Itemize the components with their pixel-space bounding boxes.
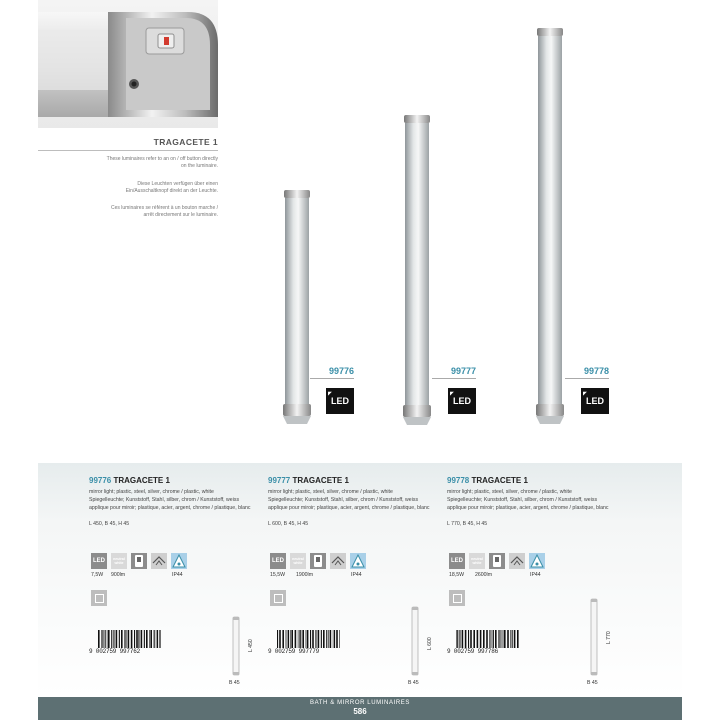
- lumen-value: 900lm: [111, 572, 126, 578]
- power-value: 15,5W: [270, 572, 285, 578]
- barcode-bar: [113, 630, 114, 648]
- barcode-bar: [318, 630, 320, 648]
- power-value: 7,5W: [91, 572, 104, 578]
- divider: [432, 378, 476, 379]
- protection-class-icon: [449, 590, 465, 606]
- ip-value: IP44: [351, 572, 362, 578]
- barcode-bar: [483, 630, 485, 648]
- led-badge: [448, 388, 476, 414]
- barcode-bar: [306, 630, 307, 648]
- product-shot-99777: [399, 113, 435, 429]
- ip-value: IP44: [530, 572, 541, 578]
- barcode-bar: [298, 630, 299, 648]
- product-shot-99776: [279, 186, 315, 428]
- led-badge-label: LED: [586, 396, 604, 406]
- neutral-white-icon: neutral white: [290, 553, 306, 569]
- barcode-bar: [124, 630, 125, 648]
- barcode-bar: [144, 630, 145, 648]
- lumen-value: 1900lm: [296, 572, 314, 578]
- barcode-bar: [98, 630, 100, 648]
- product-description: [268, 489, 444, 513]
- footer: [38, 697, 682, 720]
- barcode-bar: [489, 630, 490, 648]
- product-name: TRAGACETE 1: [292, 476, 349, 485]
- intro-text-en: These luminaires refer to an on / off button directly on the luminaire.: [106, 156, 218, 169]
- barcode-bar: [507, 630, 509, 648]
- divider: [38, 150, 218, 151]
- barcode-bar: [128, 630, 130, 648]
- barcode-bar: [111, 630, 112, 648]
- barcode-bar: [465, 630, 467, 648]
- barcode-bar: [159, 630, 160, 648]
- barcode-bar: [503, 630, 504, 648]
- barcode-number: 9 002759 997786: [447, 648, 499, 655]
- description-fr: applique pour miroir; plastique, acier, argent, chrome / plastique, blanc: [268, 505, 430, 512]
- mirror-light-icon: [151, 553, 167, 569]
- barcode-bar: [299, 630, 300, 648]
- barcode-bar: [323, 630, 325, 648]
- barcode-bar: [512, 630, 513, 648]
- barcode-bar: [339, 630, 340, 648]
- divider: [565, 378, 609, 379]
- barcode-bar: [288, 630, 289, 648]
- barcode-bar: [134, 630, 135, 648]
- barcode-bar: [116, 630, 118, 648]
- barcode-bar: [295, 630, 297, 648]
- barcode-bar: [105, 630, 106, 648]
- product-dimensions: L 770, B 45, H 45: [447, 520, 488, 527]
- barcode-bar: [504, 630, 506, 648]
- barcode-bar: [477, 630, 479, 648]
- switch-icon: [310, 553, 326, 569]
- product-number: 99776: [89, 476, 112, 485]
- barcode-bar: [131, 630, 133, 648]
- neutral-white-icon: neutral white: [111, 553, 127, 569]
- barcode-bar: [499, 630, 500, 648]
- intro-text-fr: Ces luminaires se réfèrent à un bouton marche / arrêt directement sur le luminaire.: [111, 205, 218, 218]
- intro-text-de: Diese Leuchten verfügen über einen Ein/Ausschaltknopf direkt an der Leuchte.: [125, 181, 218, 194]
- product-description: [447, 489, 623, 513]
- led-badge: [581, 388, 609, 414]
- barcode-bar: [480, 630, 482, 648]
- arrow-icon: ◤: [328, 391, 332, 397]
- description-en: mirror light; plastic, steel, silver, chrome / plastic, white: [447, 489, 572, 495]
- barcode-bar: [146, 630, 148, 648]
- barcode-bar: [121, 630, 123, 648]
- barcode-bar: [291, 630, 293, 648]
- detail-photo-switch: [38, 0, 218, 128]
- barcode-bar: [456, 630, 457, 648]
- barcode-bar: [282, 630, 284, 648]
- article-number-label: 99777: [450, 366, 476, 376]
- mirror-light-icon: [509, 553, 525, 569]
- barcode-bar: [300, 630, 301, 648]
- led-icon: LED: [91, 553, 107, 569]
- mirror-light-icon: [330, 553, 346, 569]
- barcode-bar: [290, 630, 291, 648]
- led-badge-label: LED: [453, 396, 471, 406]
- product-dimensions: L 450, B 45, H 45: [89, 520, 130, 527]
- arrow-icon: ◤: [450, 391, 454, 397]
- width-label: B 45: [408, 680, 419, 686]
- protection-class-icon: [270, 590, 286, 606]
- barcode-bar: [470, 630, 472, 648]
- intro-title: TRAGACETE 1: [153, 137, 218, 147]
- product-name: TRAGACETE 1: [471, 476, 528, 485]
- barcode-bar: [141, 630, 143, 648]
- description-en: mirror light; plastic, steel, silver, chrome / plastic, white: [268, 489, 393, 495]
- barcode-bar: [493, 630, 494, 648]
- barcode-bar: [473, 630, 475, 648]
- barcode-bar: [514, 630, 516, 648]
- barcode-bar: [462, 630, 464, 648]
- description-fr: applique pour miroir; plastique, acier, argent, chrome / plastique, blanc: [89, 505, 251, 512]
- product-number: 99777: [268, 476, 291, 485]
- length-label: L 770: [606, 631, 612, 644]
- switch-icon: [131, 553, 147, 569]
- product-name: TRAGACETE 1: [113, 476, 170, 485]
- neutral-white-icon: neutral white: [469, 553, 485, 569]
- barcode-bar: [315, 630, 316, 648]
- barcode-bar: [101, 630, 102, 648]
- led-badge-label: LED: [331, 396, 349, 406]
- barcode-bar: [468, 630, 469, 648]
- product-description: [89, 489, 265, 513]
- barcode-bar: [310, 630, 311, 648]
- ip-value: IP44: [172, 572, 183, 578]
- ip44-icon: [171, 553, 187, 569]
- product-shot-99778: [532, 26, 568, 428]
- product-column-99778: [447, 476, 623, 527]
- dimension-sketch: [409, 606, 421, 676]
- barcode-bar: [495, 630, 497, 648]
- barcode-bar: [136, 630, 138, 648]
- product-dimensions: L 600, B 45, H 45: [268, 520, 309, 527]
- barcode-bar: [333, 630, 334, 648]
- barcode-bar: [502, 630, 503, 648]
- barcode-bar: [312, 630, 314, 648]
- barcode-bar: [326, 630, 327, 648]
- barcode-bar: [498, 630, 499, 648]
- length-label: L 600: [427, 637, 433, 650]
- ip44-icon: [529, 553, 545, 569]
- arrow-icon: ◤: [583, 391, 587, 397]
- barcode-number: 9 002759 997762: [89, 648, 141, 655]
- product-column-99776: [89, 476, 265, 527]
- barcode-bar: [150, 630, 152, 648]
- lumen-value: 2600lm: [475, 572, 493, 578]
- product-heading: [89, 476, 265, 485]
- power-value: 18,5W: [449, 572, 464, 578]
- barcode-bar: [510, 630, 511, 648]
- description-de: Spiegelleuchte; Kunststoff, Stahl, silber, chrom / Kunststoff, weiss: [89, 497, 240, 504]
- width-label: B 45: [587, 680, 598, 686]
- barcode-bar: [102, 630, 103, 648]
- product-number: 99778: [447, 476, 470, 485]
- barcode-bar: [459, 630, 460, 648]
- switch-icon: [489, 553, 505, 569]
- barcode-bar: [125, 630, 126, 648]
- barcode-bar: [321, 630, 322, 648]
- barcode-bar: [157, 630, 158, 648]
- led-icon: LED: [270, 553, 286, 569]
- page-number: 586: [353, 707, 367, 716]
- description-de: Spiegelleuchte; Kunststoff, Stahl, silber, chrom / Kunststoff, weiss: [268, 497, 419, 504]
- barcode-bar: [149, 630, 150, 648]
- barcode-bar: [107, 630, 108, 648]
- barcode-bar: [336, 630, 338, 648]
- barcode-bar: [287, 630, 288, 648]
- article-number-label: 99778: [583, 366, 609, 376]
- feature-icons: [270, 553, 366, 569]
- width-label: B 45: [229, 680, 240, 686]
- barcode-bar: [160, 630, 161, 648]
- barcode-bar: [138, 630, 139, 648]
- feature-icons: [449, 553, 545, 569]
- ip44-icon: [350, 553, 366, 569]
- divider: [310, 378, 354, 379]
- product-heading: [268, 476, 444, 485]
- description-fr: applique pour miroir; plastique, acier, argent, chrome / plastique, blanc: [447, 505, 609, 512]
- barcode-bar: [517, 630, 519, 648]
- feature-icons: [91, 553, 187, 569]
- led-icon: LED: [449, 553, 465, 569]
- barcode-bar: [302, 630, 304, 648]
- description-en: mirror light; plastic, steel, silver, chrome / plastic, white: [89, 489, 214, 495]
- barcode-bar: [328, 630, 329, 648]
- barcode-number: 9 002759 997779: [268, 648, 320, 655]
- barcode-bar: [330, 630, 332, 648]
- barcode-bar: [279, 630, 281, 648]
- barcode-bar: [307, 630, 309, 648]
- barcode-bar: [156, 630, 157, 648]
- product-heading: [447, 476, 623, 485]
- description-de: Spiegelleuchte; Kunststoff, Stahl, silber, chrom / Kunststoff, weiss: [447, 497, 598, 504]
- product-column-99777: [268, 476, 444, 527]
- length-label: L 450: [248, 639, 254, 652]
- article-number-label: 99776: [328, 366, 354, 376]
- barcode-bar: [108, 630, 110, 648]
- barcode-bar: [277, 630, 278, 648]
- led-badge: [326, 388, 354, 414]
- protection-class-icon: [91, 590, 107, 606]
- barcode-bar: [492, 630, 493, 648]
- barcode-bar: [486, 630, 488, 648]
- dimension-sketch: [230, 616, 242, 676]
- barcode-bar: [457, 630, 458, 648]
- barcode-bar: [334, 630, 335, 648]
- dimension-sketch: [588, 598, 600, 676]
- section-title: BATH & MIRROR LUMINAIRES: [310, 700, 410, 706]
- barcode-bar: [119, 630, 120, 648]
- barcode-bar: [286, 630, 287, 648]
- barcode-bar: [154, 630, 155, 648]
